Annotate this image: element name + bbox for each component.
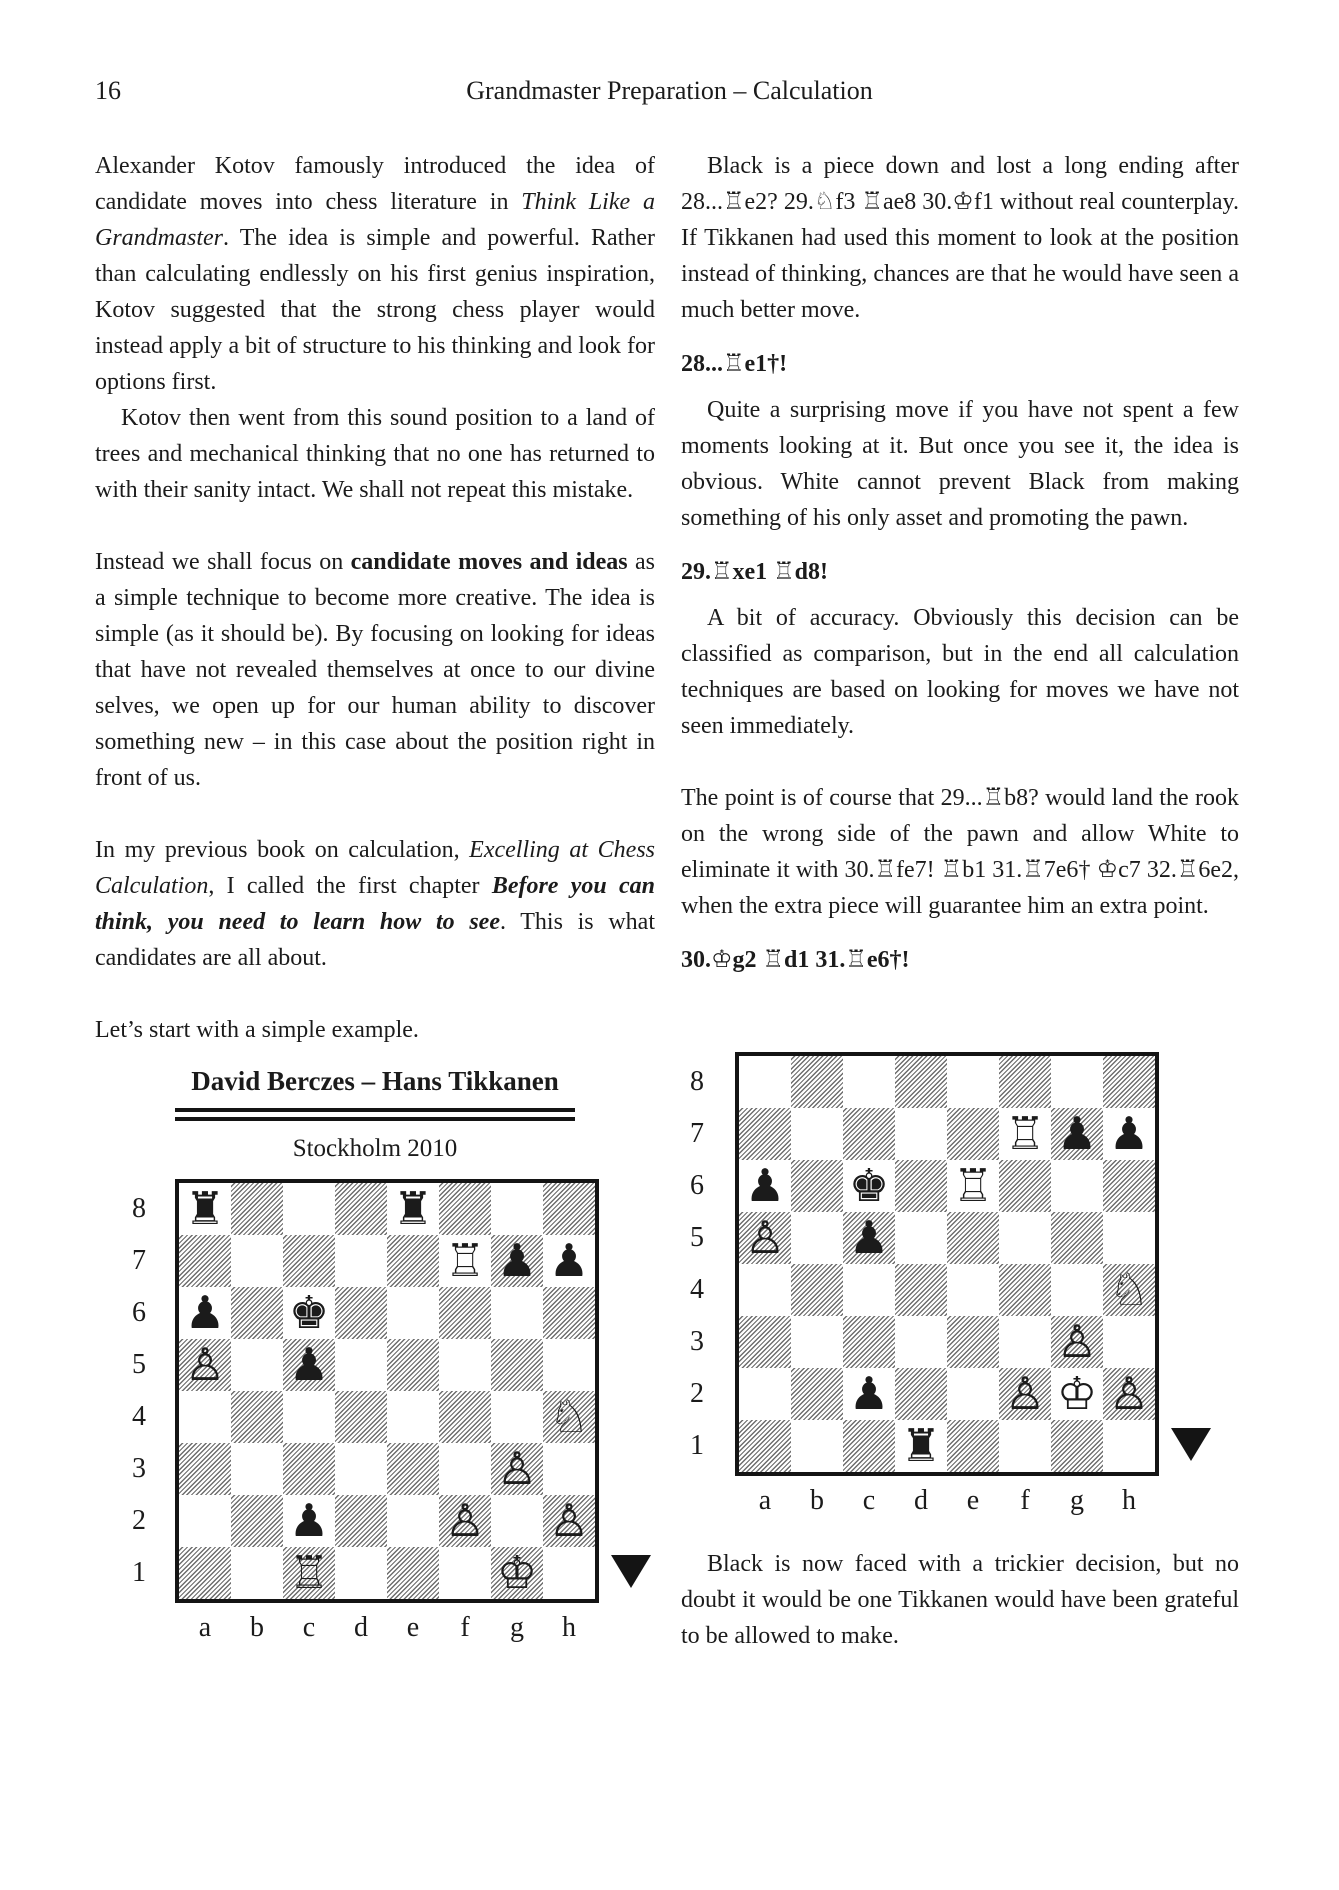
file-label-c: c: [862, 1485, 876, 1516]
square-f1: [439, 1547, 491, 1599]
text-segment: . This is what candidates are all about.: [95, 909, 655, 971]
square-d1: [335, 1547, 387, 1599]
square-g2: [1051, 1368, 1103, 1420]
file-label-d: d: [914, 1485, 928, 1516]
square-a2: [739, 1368, 791, 1420]
square-a3: [179, 1443, 231, 1495]
page-number: 16: [95, 76, 121, 105]
square-h2: [1103, 1368, 1155, 1420]
square-b4: [791, 1264, 843, 1316]
square-h8: [543, 1183, 595, 1235]
square-g6: [491, 1287, 543, 1339]
move-line-30: 30.♔g2 ♖d1 31.♖e6†!: [681, 947, 910, 973]
square-g7: [491, 1235, 543, 1287]
square-e5: [947, 1212, 999, 1264]
square-d5: [335, 1339, 387, 1391]
black-pawn-icon: ♟: [496, 1234, 538, 1287]
square-f3: [999, 1316, 1051, 1368]
square-d8: [895, 1056, 947, 1108]
black-pawn-icon: ♟: [848, 1211, 890, 1264]
square-b6: [231, 1287, 283, 1339]
white-king-icon: ♔: [496, 1546, 538, 1599]
black-pawn-icon: ♟: [288, 1494, 330, 1547]
rank-label-5: 5: [690, 1222, 704, 1253]
square-a7: [179, 1235, 231, 1287]
square-a1: [739, 1420, 791, 1472]
square-h7: [1103, 1108, 1155, 1160]
square-f2: [439, 1495, 491, 1547]
file-label-d: d: [354, 1612, 368, 1643]
rank-label-4: 4: [690, 1274, 704, 1305]
square-a5: [179, 1339, 231, 1391]
page-header-title: Grandmaster Preparation – Calculation: [466, 76, 873, 105]
black-rook-icon: ♜: [392, 1182, 434, 1235]
square-f3: [439, 1443, 491, 1495]
rank-label-5: 5: [132, 1349, 146, 1380]
square-c7: [843, 1108, 895, 1160]
square-a4: [179, 1391, 231, 1443]
black-king-icon: ♚: [848, 1159, 890, 1212]
black-pawn-icon: ♟: [1056, 1107, 1098, 1160]
square-e7: [387, 1235, 439, 1287]
square-c3: [843, 1316, 895, 1368]
white-rook-icon: ♖: [1004, 1107, 1046, 1160]
paragraph-trickier-decision: [681, 1546, 1239, 1654]
square-e1: [387, 1547, 439, 1599]
square-e3: [947, 1316, 999, 1368]
square-a6: [179, 1287, 231, 1339]
square-h4: [1103, 1264, 1155, 1316]
square-d2: [335, 1495, 387, 1547]
square-h3: [1103, 1316, 1155, 1368]
text-segment: Black is now faced with a trickier decision, but no doubt it would be one Tikkanen would have been grateful to be allowed to make.: [681, 1551, 1239, 1649]
rank-label-3: 3: [690, 1326, 704, 1357]
file-label-f: f: [1020, 1485, 1030, 1516]
game-players: David Berczes – Hans Tikkanen: [191, 1066, 559, 1096]
black-to-move-icon: [611, 1555, 651, 1588]
text-segment: candidate moves and ideas: [350, 549, 628, 575]
square-c3: [283, 1443, 335, 1495]
square-a6: [739, 1160, 791, 1212]
square-b8: [791, 1056, 843, 1108]
square-a5: [739, 1212, 791, 1264]
square-d5: [895, 1212, 947, 1264]
square-c1: [283, 1547, 335, 1599]
file-label-b: b: [810, 1485, 824, 1516]
square-h1: [1103, 1420, 1155, 1472]
paragraph-the-point: [681, 780, 1239, 924]
white-pawn-icon: ♙: [1004, 1367, 1046, 1420]
square-b3: [231, 1443, 283, 1495]
square-d8: [335, 1183, 387, 1235]
square-d2: [895, 1368, 947, 1420]
square-f7: [999, 1108, 1051, 1160]
square-b3: [791, 1316, 843, 1368]
square-e3: [387, 1443, 439, 1495]
square-f5: [439, 1339, 491, 1391]
square-b5: [231, 1339, 283, 1391]
white-rook-icon: ♖: [444, 1234, 486, 1287]
rank-label-6: 6: [690, 1170, 704, 1201]
square-c2: [843, 1368, 895, 1420]
square-f6: [999, 1160, 1051, 1212]
square-c7: [283, 1235, 335, 1287]
square-g8: [491, 1183, 543, 1235]
rank-label-8: 8: [690, 1066, 704, 1097]
square-d3: [335, 1443, 387, 1495]
text-segment: Black is a piece down and lost a long ending after 28...♖e2? 29.♘f3 ♖ae8 30.♔f1 without real counterplay. If Tikkanen had used this moment to look at the position instead of thinking, chances are that he would have seen a much better move.: [681, 153, 1239, 323]
square-f7: [439, 1235, 491, 1287]
square-h2: [543, 1495, 595, 1547]
black-rook-icon: ♜: [184, 1182, 226, 1235]
square-b7: [791, 1108, 843, 1160]
white-pawn-icon: ♙: [1108, 1367, 1150, 1420]
black-pawn-icon: ♟: [1108, 1107, 1150, 1160]
square-c6: [283, 1287, 335, 1339]
square-f4: [439, 1391, 491, 1443]
square-c5: [283, 1339, 335, 1391]
square-f6: [439, 1287, 491, 1339]
chess-board-2: [735, 1052, 1159, 1476]
white-pawn-icon: ♙: [496, 1442, 538, 1495]
square-a8: [179, 1183, 231, 1235]
white-pawn-icon: ♙: [1056, 1315, 1098, 1368]
square-g3: [491, 1443, 543, 1495]
square-c4: [283, 1391, 335, 1443]
square-f8: [439, 1183, 491, 1235]
square-c5: [843, 1212, 895, 1264]
rank-label-2: 2: [132, 1505, 146, 1536]
square-d3: [895, 1316, 947, 1368]
white-rook-icon: ♖: [288, 1546, 330, 1599]
square-g4: [491, 1391, 543, 1443]
square-b4: [231, 1391, 283, 1443]
square-f8: [999, 1056, 1051, 1108]
square-f5: [999, 1212, 1051, 1264]
white-pawn-icon: ♙: [184, 1338, 226, 1391]
square-b2: [231, 1495, 283, 1547]
square-g8: [1051, 1056, 1103, 1108]
file-label-g: g: [1070, 1485, 1084, 1516]
black-pawn-icon: ♟: [288, 1338, 330, 1391]
file-label-e: e: [406, 1612, 420, 1643]
square-e4: [387, 1391, 439, 1443]
text-segment: Instead we shall focus on: [95, 549, 351, 575]
rank-labels: [113, 1183, 165, 1599]
game-event: Stockholm 2010: [292, 1135, 458, 1162]
square-d6: [895, 1160, 947, 1212]
square-h7: [543, 1235, 595, 1287]
file-labels: [179, 1609, 595, 1647]
square-c1: [843, 1420, 895, 1472]
square-a3: [739, 1316, 791, 1368]
paragraph-candidate-moves: [95, 544, 655, 796]
square-b6: [791, 1160, 843, 1212]
square-a1: [179, 1547, 231, 1599]
rank-label-1: 1: [690, 1430, 704, 1461]
black-pawn-icon: ♟: [184, 1286, 226, 1339]
text-segment: Excelling at Chess Calculation: [95, 837, 655, 899]
move-line-29: 29.♖xe1 ♖d8!: [681, 559, 829, 585]
black-pawn-icon: ♟: [848, 1367, 890, 1420]
square-e7: [947, 1108, 999, 1160]
square-h1: [543, 1547, 595, 1599]
rank-label-8: 8: [132, 1193, 146, 1224]
text-segment: Let’s start with a simple example.: [95, 1017, 419, 1043]
rank-label-1: 1: [132, 1557, 146, 1588]
double-rule-divider: [175, 1108, 575, 1121]
square-h5: [1103, 1212, 1155, 1264]
square-g6: [1051, 1160, 1103, 1212]
rank-label-7: 7: [690, 1118, 704, 1149]
chess-board-1: [175, 1179, 599, 1603]
square-b1: [791, 1420, 843, 1472]
text-segment: Quite a surprising move if you have not spent a few moments looking at it. But once you see it, the idea is obvious. White cannot prevent Black from making something of his only asset and promoting the pawn.: [681, 397, 1239, 531]
square-e8: [387, 1183, 439, 1235]
black-king-icon: ♚: [288, 1286, 330, 1339]
square-b2: [791, 1368, 843, 1420]
right-column: [681, 148, 1239, 1654]
square-e1: [947, 1420, 999, 1472]
square-h6: [543, 1287, 595, 1339]
text-segment: A bit of accuracy. Obviously this decision can be classified as comparison, but in the end all calculation techniques are based on looking for moves we have not seen immediately.: [681, 605, 1239, 739]
rank-label-2: 2: [690, 1378, 704, 1409]
square-h8: [1103, 1056, 1155, 1108]
file-label-f: f: [460, 1612, 470, 1643]
square-h5: [543, 1339, 595, 1391]
white-knight-icon: ♘: [1108, 1263, 1150, 1316]
black-to-move-icon: [1171, 1428, 1211, 1461]
chess-diagram-1: [95, 1179, 655, 1653]
white-pawn-icon: ♙: [548, 1494, 590, 1547]
square-g1: [1051, 1420, 1103, 1472]
white-pawn-icon: ♙: [744, 1211, 786, 1264]
text-segment: The point is of course that 29...♖b8? would land the rook on the wrong side of the pawn and allow White to eliminate it with 30.♖fe7! ♖b1 31.♖7e6† ♔c7 32.♖6e2, when the extra piece will guarantee him an extra point.: [681, 785, 1239, 919]
file-label-a: a: [758, 1485, 772, 1516]
file-label-g: g: [510, 1612, 524, 1643]
square-b5: [791, 1212, 843, 1264]
text-segment: . The idea is simple and powerful. Rather than calculating endlessly on his first genius inspiration, Kotov suggested that the strong chess player would instead apply a bit of structure to his thinking and look for options first.: [95, 225, 655, 395]
square-f4: [999, 1264, 1051, 1316]
square-c6: [843, 1160, 895, 1212]
square-g3: [1051, 1316, 1103, 1368]
square-h3: [543, 1443, 595, 1495]
paragraph-previous-book: [95, 832, 655, 976]
square-c8: [843, 1056, 895, 1108]
square-e4: [947, 1264, 999, 1316]
square-e5: [387, 1339, 439, 1391]
file-labels: [739, 1482, 1155, 1520]
square-f1: [999, 1420, 1051, 1472]
black-pawn-icon: ♟: [548, 1234, 590, 1287]
white-king-icon: ♔: [1056, 1367, 1098, 1420]
left-column: [95, 148, 655, 1653]
square-d7: [335, 1235, 387, 1287]
square-g4: [1051, 1264, 1103, 1316]
text-segment: , I called the first chapter: [208, 873, 492, 899]
file-label-c: c: [302, 1612, 316, 1643]
square-d1: [895, 1420, 947, 1472]
paragraph-piece-down: [681, 148, 1239, 328]
rank-label-6: 6: [132, 1297, 146, 1328]
file-label-h: h: [562, 1612, 576, 1643]
text-segment: Think Like a Grandmaster: [95, 189, 655, 251]
move-line-28: 28...♖e1†!: [681, 351, 788, 377]
square-e2: [387, 1495, 439, 1547]
square-a7: [739, 1108, 791, 1160]
square-b7: [231, 1235, 283, 1287]
square-b8: [231, 1183, 283, 1235]
square-e6: [947, 1160, 999, 1212]
file-label-a: a: [198, 1612, 212, 1643]
square-a4: [739, 1264, 791, 1316]
white-pawn-icon: ♙: [444, 1494, 486, 1547]
rank-label-4: 4: [132, 1401, 146, 1432]
paragraph-accuracy: [681, 600, 1239, 744]
white-rook-icon: ♖: [952, 1159, 994, 1212]
text-segment: Alexander Kotov famously introduced the idea of candidate moves into chess literature in: [95, 153, 655, 215]
black-rook-icon: ♜: [900, 1419, 942, 1472]
white-knight-icon: ♘: [548, 1390, 590, 1443]
square-c2: [283, 1495, 335, 1547]
file-label-h: h: [1122, 1485, 1136, 1516]
square-g2: [491, 1495, 543, 1547]
text-segment: Kotov then went from this sound position to a land of trees and mechanical thinking that no one has returned to with their sanity intact. We shall not repeat this mistake.: [95, 405, 655, 503]
text-segment: In my previous book on calculation,: [95, 837, 470, 863]
rank-labels: [671, 1056, 723, 1472]
text-segment: Before you can think, you need to learn how to see: [95, 873, 655, 935]
square-e2: [947, 1368, 999, 1420]
square-e6: [387, 1287, 439, 1339]
file-label-e: e: [966, 1485, 980, 1516]
square-f2: [999, 1368, 1051, 1420]
square-c4: [843, 1264, 895, 1316]
text-segment: as a simple technique to become more creative. The idea is simple (as it should be). By focusing on looking for ideas that have not revealed themselves at once to our divine selves, we open up for our human ability to discover something new – in this case about the position right in front of us.: [95, 549, 655, 791]
square-h4: [543, 1391, 595, 1443]
paragraph-simple-example: [95, 1012, 655, 1048]
square-d6: [335, 1287, 387, 1339]
square-b1: [231, 1547, 283, 1599]
file-label-b: b: [250, 1612, 264, 1643]
square-a2: [179, 1495, 231, 1547]
square-e8: [947, 1056, 999, 1108]
black-pawn-icon: ♟: [744, 1159, 786, 1212]
square-h6: [1103, 1160, 1155, 1212]
square-d4: [895, 1264, 947, 1316]
square-g7: [1051, 1108, 1103, 1160]
rank-label-3: 3: [132, 1453, 146, 1484]
square-g1: [491, 1547, 543, 1599]
rank-label-7: 7: [132, 1245, 146, 1276]
paragraph-surprising-move: [681, 392, 1239, 536]
square-g5: [1051, 1212, 1103, 1264]
chess-diagram-2: [681, 1052, 1239, 1526]
paragraph-kotov-intro: [95, 148, 655, 400]
square-c8: [283, 1183, 335, 1235]
square-g5: [491, 1339, 543, 1391]
square-a8: [739, 1056, 791, 1108]
paragraph-kotov-trees: [95, 400, 655, 508]
square-d4: [335, 1391, 387, 1443]
square-d7: [895, 1108, 947, 1160]
